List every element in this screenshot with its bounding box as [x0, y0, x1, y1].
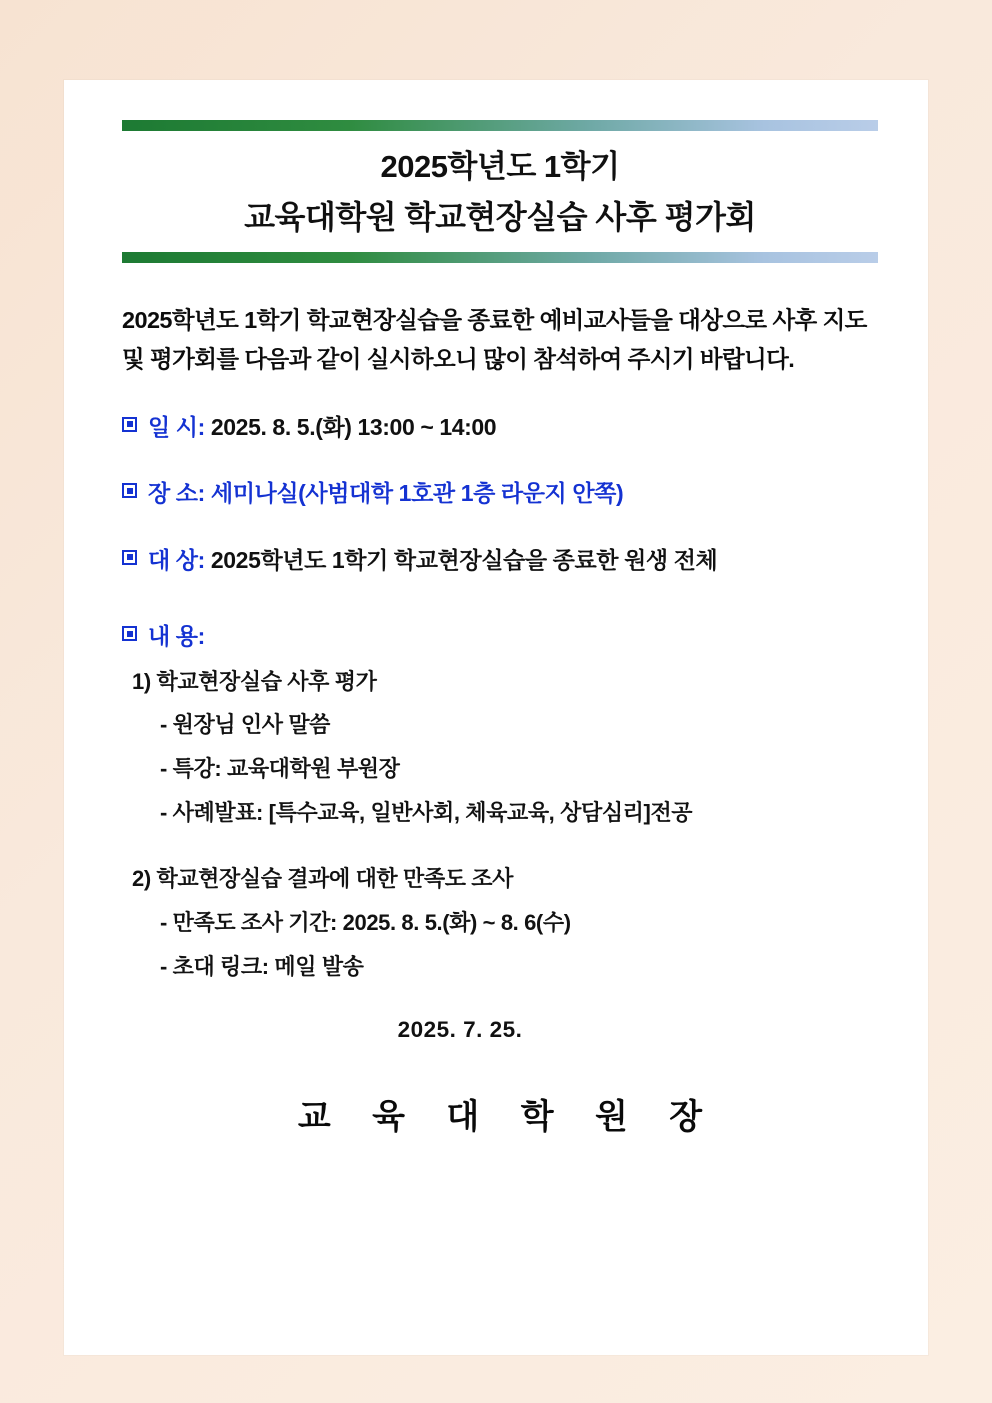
list-item: - 사례발표: [특수교육, 일반사회, 체육교육, 상담심리]전공 — [160, 800, 693, 826]
field-place-value: 세미나실(사범대학 1호관 1층 라운지 안쪽) — [210, 480, 624, 507]
field-datetime-value: 2025. 8. 5.(화) 13:00 ~ 14:00 — [210, 413, 497, 440]
header-divider-top — [122, 120, 878, 131]
field-target-value: 2025학년도 1학기 학교현장실습을 종료한 원생 전체 — [210, 546, 718, 573]
square-bullet-icon — [122, 626, 137, 641]
square-bullet-icon — [122, 550, 137, 565]
list-item: 2) 학교현장실습 결과에 대한 만족도 조사 — [132, 866, 513, 892]
header-divider-bottom — [122, 252, 878, 263]
title-line-1: 2025학년도 1학기 — [380, 149, 620, 184]
square-bullet-icon — [122, 417, 137, 432]
field-place — [122, 476, 878, 511]
list-item: - 만족도 조사 기간: 2025. 8. 5.(화) ~ 8. 6(수) — [160, 910, 571, 936]
field-content-label: 내 용: — [148, 623, 205, 650]
field-target — [122, 543, 878, 578]
signature-line: 교 육 대 학 원 장 — [297, 1097, 719, 1136]
field-content — [122, 619, 878, 654]
list-item: - 특강: 교육대학원 부원장 — [160, 756, 400, 782]
content-list — [126, 666, 878, 983]
list-item: - 원장님 인사 말씀 — [160, 712, 331, 738]
page-title — [122, 145, 878, 240]
field-target-label: 대 상: — [148, 546, 205, 573]
field-place-label: 장 소: — [148, 480, 205, 507]
issue-date: 2025. 7. 25. — [397, 1016, 523, 1042]
square-bullet-icon — [122, 483, 137, 498]
notice-content — [122, 120, 878, 1138]
field-datetime — [122, 410, 878, 445]
list-item: - 초대 링크: 메일 발송 — [160, 953, 364, 979]
field-datetime-label: 일 시: — [148, 413, 205, 440]
list-item: 1) 학교현장실습 사후 평가 — [132, 668, 377, 694]
title-line-2: 교육대학원 학교현장실습 사후 평가회 — [244, 199, 756, 236]
notice-page — [64, 80, 928, 1355]
intro-paragraph: 2025학년도 1학기 학교현장실습을 종료한 예비교사들을 대상으로 사후 지도 및 평가회를 다음과 같이 실시하오니 많이 참석하여 주시기 바랍니다. — [122, 307, 867, 372]
